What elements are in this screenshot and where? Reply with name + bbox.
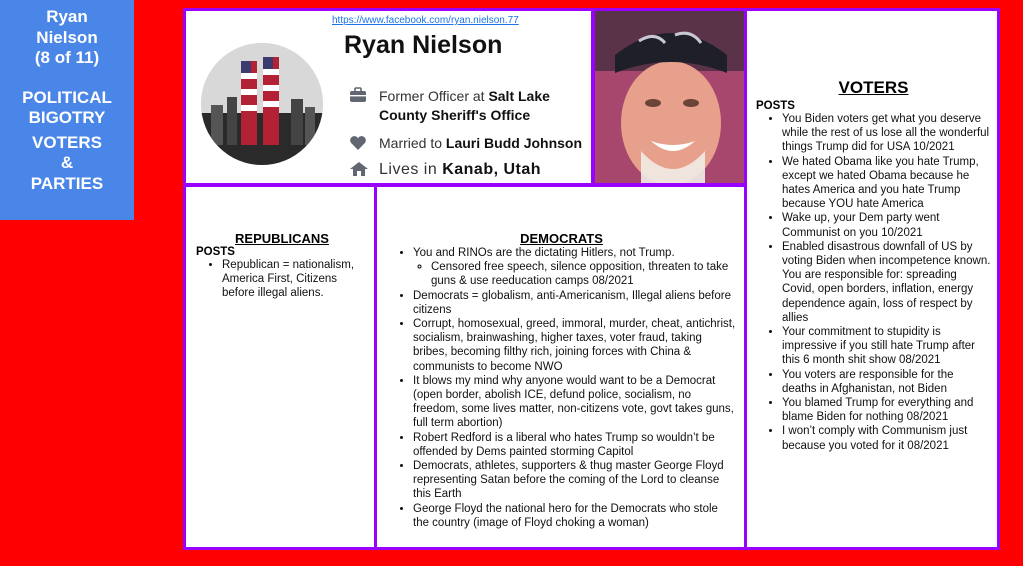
profile-card: [183, 8, 594, 186]
list-item: • You and RINOs are the dictating Hitlers, not Trump. ◦ Censored free speech, silence opposition, threaten to take guns & use reeducation camps 08/2021: [413, 246, 736, 289]
sidebar-line-political: POLITICAL: [22, 87, 112, 107]
democrats-panel: [374, 184, 747, 550]
list-item: • George Floyd the national hero for the Democrats who stole the country (image of Floyd choking a woman): [413, 502, 736, 530]
republicans-posts-label: POSTS: [196, 246, 235, 258]
profile-photo: [592, 8, 748, 186]
list-item: • I won’t comply with Communism just because you voted for it 08/2021: [782, 424, 991, 452]
list-item: • Wake up, your Dem party went Communist on you 10/2021: [782, 211, 991, 239]
avatar: [201, 43, 323, 165]
republicans-title: REPUBLICANS: [235, 231, 329, 246]
democrats-list: [387, 246, 736, 530]
list-item: • You Biden voters get what you deserve while the rest of us lose all the wonderful things Trump did for USA 10/2021: [782, 112, 991, 155]
sidebar-line-name-first: Ryan: [46, 7, 88, 26]
voters-title: VOTERS: [838, 78, 909, 97]
sidebar-label: [0, 0, 134, 220]
list-item: • You blamed Trump for everything and blame Biden for nothing 08/2021: [782, 396, 991, 424]
list-item: • Robert Redford is a liberal who hates Trump so wouldn’t be offended by Dems painted storming Capitol: [413, 431, 736, 459]
married-text: Married to Lauri Budd Johnson: [379, 135, 583, 151]
voters-list: [756, 112, 991, 453]
sidebar-line-ampersand: &: [60, 153, 74, 172]
list-item: • It blows my mind why anyone would want to be a Democrat (open border, abolish ICE, defund police, socialism, no freedom, some lives matter, non-citizens vote, govt takes guns, full term abortion): [413, 374, 736, 431]
work-row: [349, 87, 591, 125]
married-row: [349, 135, 582, 151]
list-item: • Democrats, athletes, supporters & thug master George Floyd representing Satan before the coming of the Lord to cleanse this Earth: [413, 459, 736, 502]
work-text: Former Officer at Salt Lake County Sheriff's Office: [379, 88, 550, 123]
sidebar-line-bigotry: BIGOTRY: [28, 108, 106, 127]
heart-icon: [349, 135, 369, 151]
lives-place[interactable]: Kanab, Utah: [442, 161, 542, 178]
lives-row: [349, 161, 541, 179]
voters-panel: [744, 8, 1000, 550]
sidebar-line-name-last: Nielson: [36, 27, 98, 47]
list-item: • Corrupt, homosexual, greed, immoral, murder, cheat, antichrist, socialism, brainwashing, higher taxes, voter fraud, taking bribes, becoming filthy rich, joining forces with China & communists to become NWO: [413, 317, 736, 374]
list-item: • Republican = nationalism, America First, Citizens before illegal aliens.: [222, 258, 368, 301]
sidebar-line-count: (8 of 11): [34, 48, 100, 67]
work-org[interactable]: Salt Lake County Sheriff's Office: [379, 88, 550, 123]
profile-name: Ryan Nielson: [344, 31, 503, 59]
list-sub-item: ◦ Censored free speech, silence opposition, threaten to take guns & use reeducation camps 08/2021: [431, 260, 736, 288]
democrats-title: DEMOCRATS: [520, 231, 603, 246]
list-item: • Democrats = globalism, anti-Americanism, Illegal aliens before citizens: [413, 289, 736, 317]
republicans-panel: [183, 184, 377, 550]
lives-text: Lives in Kanab, Utah: [379, 161, 542, 178]
home-icon: [349, 161, 369, 177]
sidebar-line-parties: PARTIES: [30, 173, 104, 193]
list-item: • Enabled disastrous downfall of US by voting Biden when incompetence known. You are responsible for: spreading Covid, open borders, inflation, energy dependence again, loss of respect by allies: [782, 240, 991, 325]
sidebar-line-voters: VOTERS: [32, 132, 102, 152]
briefcase-icon: [349, 87, 369, 103]
married-name[interactable]: Lauri Budd Johnson: [445, 135, 583, 151]
list-item: • We hated Obama like you hate Trump, except we hated Obama because he hates America and you hate Trump because YOU hate America: [782, 155, 991, 212]
republicans-list: [196, 258, 368, 301]
democrats-sublist: [413, 260, 736, 288]
voters-posts-label: POSTS: [756, 100, 795, 112]
list-item: • Your commitment to stupidity is impressive if you still hate Trump after this 6 month shit show 08/2021: [782, 325, 991, 368]
profile-url-link[interactable]: https://www.facebook.com/ryan.nielson.77: [332, 15, 519, 26]
list-item: • You voters are responsible for the deaths in Afghanistan, not Biden: [782, 368, 991, 396]
